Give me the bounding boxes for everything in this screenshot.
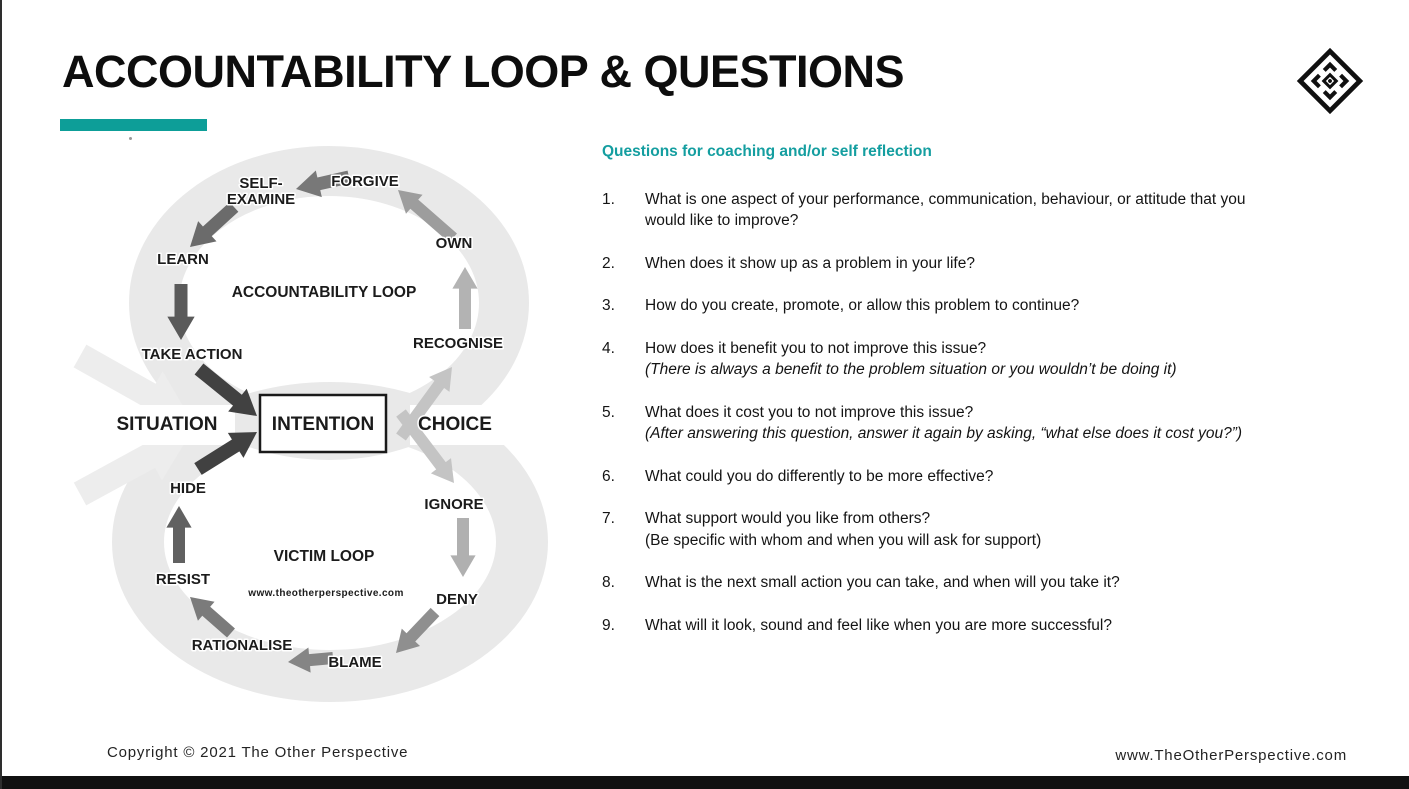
diagram-label-recognise: RECOGNISE — [412, 335, 504, 352]
diagram-label-deny: DENY — [436, 591, 478, 608]
diagram-label-site-url: www.theotherperspective.com — [248, 588, 404, 599]
accountability-loop-diagram — [52, 135, 577, 727]
diagram-label-intention: INTENTION — [271, 414, 375, 435]
question-number: 4. — [602, 339, 615, 357]
question-text: What support would you like from others? — [645, 510, 931, 527]
arrow-ignore-deny — [450, 518, 475, 577]
question-number: 7. — [602, 510, 615, 527]
questions-list — [602, 189, 1252, 637]
question-item — [602, 189, 1252, 232]
diagram-label-resist: RESIST — [155, 571, 211, 588]
diagram-label-learn: LEARN — [157, 251, 209, 268]
question-number: 1. — [602, 190, 615, 208]
page-title: ACCOUNTABILITY LOOP & QUESTIONS — [62, 46, 905, 97]
diagram-label-hide: HIDE — [170, 480, 206, 497]
question-note: (Be specific with whom and when you will ask for support) — [645, 531, 1042, 549]
question-text: What is the next small action you can take, and when will you take it? — [645, 574, 1120, 591]
diagram-label-blame: BLAME — [328, 654, 382, 671]
questions-heading: Questions for coaching and/or self reflection — [602, 143, 932, 160]
question-note: (There is always a benefit to the problem situation or you wouldn’t be doing it) — [645, 361, 1177, 378]
bottom-bar — [2, 776, 1409, 789]
question-text: What is one aspect of your performance, communication, behaviour, or attitude that you would like to improve? — [645, 190, 1246, 229]
arrow-recognise-own — [452, 267, 477, 329]
diagram-label-situation: SITUATION — [116, 414, 218, 435]
arrow-resist-hide — [166, 506, 191, 563]
diagram-label-take-action: TAKE ACTION — [141, 346, 243, 363]
questions-panel — [602, 141, 1252, 657]
question-text: How do you create, promote, or allow this problem to continue? — [645, 297, 1080, 314]
question-number: 2. — [602, 254, 615, 272]
diagram-label-victim-loop: VICTIM LOOP — [273, 548, 375, 565]
diagram-label-forgive: FORGIVE — [331, 173, 399, 190]
question-text: How does it benefit you to not improve this issue? — [645, 339, 987, 357]
question-number: 6. — [602, 467, 615, 485]
question-text: When does it show up as a problem in your life? — [645, 254, 975, 272]
question-item — [602, 402, 1252, 445]
copyright-text: Copyright © 2021 The Other Perspective — [107, 744, 409, 761]
question-text: What does it cost you to not improve this issue? — [645, 403, 974, 421]
title-accent-bar — [60, 119, 207, 131]
question-item — [602, 572, 1252, 594]
question-number: 5. — [602, 403, 615, 421]
question-text: What will it look, sound and feel like when you are more successful? — [645, 616, 1112, 634]
diagram-label-choice: CHOICE — [418, 414, 492, 435]
diagram-label-rationalise: RATIONALISE — [191, 637, 293, 654]
question-item — [602, 338, 1252, 381]
question-item — [602, 295, 1252, 317]
diagram-label-acc-loop: ACCOUNTABILITY LOOP — [231, 284, 417, 301]
diagram-label-self-examine: SELF-EXAMINE — [226, 175, 296, 208]
question-item — [602, 508, 1252, 551]
question-note: (After answering this question, answer it again by asking, “what else does it cost you?”) — [645, 425, 1243, 442]
question-item — [602, 615, 1252, 637]
question-number: 3. — [602, 297, 615, 314]
question-number: 9. — [602, 616, 615, 634]
brand-logo-icon — [1296, 47, 1364, 115]
question-item — [602, 466, 1252, 488]
question-item — [602, 253, 1252, 275]
footer-website: www.TheOtherPerspective.com — [1115, 747, 1347, 764]
question-number: 8. — [602, 574, 615, 591]
diagram-label-own: OWN — [435, 235, 473, 252]
question-text: What could you do differently to be more effective? — [645, 467, 994, 485]
diagram-label-ignore: IGNORE — [424, 496, 484, 513]
